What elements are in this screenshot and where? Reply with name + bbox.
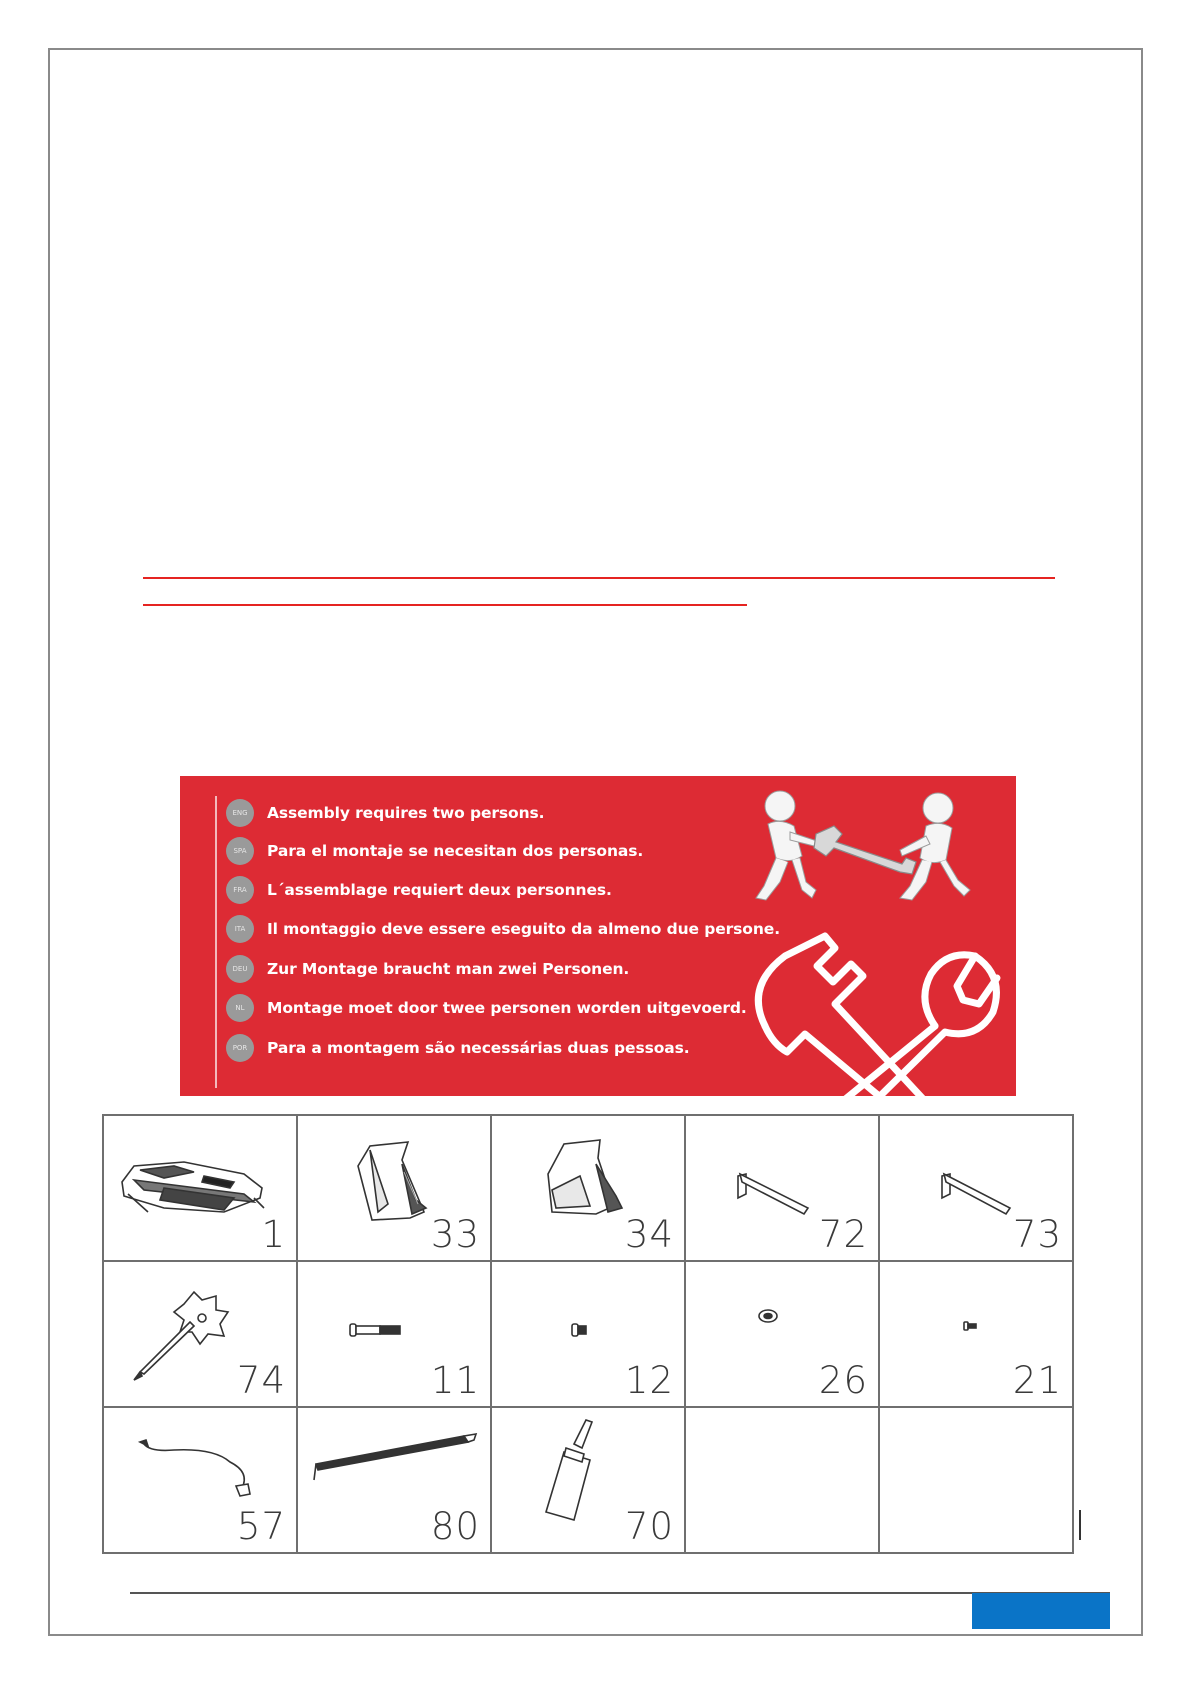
hammer-and-wrench-icon: [725, 916, 1015, 1096]
part-number: 26: [818, 1359, 868, 1402]
part-cell: [491, 1115, 685, 1261]
language-row-fra: [226, 873, 612, 907]
language-text: Assembly requires two persons.: [267, 804, 545, 822]
language-row-nl: [226, 991, 747, 1025]
language-text: Zur Montage braucht man zwei Personen.: [267, 960, 630, 978]
part-cell: [297, 1115, 491, 1261]
language-text: Il montaggio deve essere eseguito da almeno due persone.: [267, 920, 780, 938]
part-cell: [491, 1261, 685, 1407]
part-cell: [297, 1407, 491, 1553]
part-cell: [685, 1261, 879, 1407]
part-cell: [879, 1115, 1073, 1261]
part-cell-empty: [685, 1407, 879, 1553]
language-badge: FRA: [226, 876, 254, 904]
two-person-assembly-banner: [180, 776, 1016, 1096]
language-badge: NL: [226, 994, 254, 1022]
part-number: 70: [624, 1505, 674, 1548]
part-number: 80: [430, 1505, 480, 1548]
red-underline-1: [143, 577, 1055, 579]
footer-rule: [130, 1592, 1110, 1594]
part-number: 1: [261, 1213, 286, 1256]
language-badge: POR: [226, 1034, 254, 1062]
banner-divider: [215, 796, 217, 1088]
part-number: 73: [1012, 1213, 1062, 1256]
part-cell: [103, 1261, 297, 1407]
language-badge: ITA: [226, 915, 254, 943]
footer-page-tab: [972, 1593, 1110, 1629]
parts-row: [103, 1407, 1073, 1553]
part-cell: [685, 1115, 879, 1261]
margin-tick: [1079, 1510, 1081, 1540]
language-badge: DEU: [226, 955, 254, 983]
part-number: 74: [236, 1359, 286, 1402]
language-row-por: [226, 1031, 690, 1065]
language-badge: ENG: [226, 799, 254, 827]
part-cell: [491, 1407, 685, 1553]
two-persons-with-wrench-icon: [750, 786, 990, 916]
language-row-eng: [226, 796, 544, 830]
part-cell-empty: [879, 1407, 1073, 1553]
part-cell: [103, 1407, 297, 1553]
language-row-ita: [226, 912, 780, 946]
part-number: 33: [430, 1213, 480, 1256]
part-cell: [297, 1261, 491, 1407]
parts-row: [103, 1115, 1073, 1261]
parts-table: [102, 1114, 1074, 1554]
part-cell: [879, 1261, 1073, 1407]
part-number: 34: [624, 1213, 674, 1256]
language-row-deu: [226, 952, 629, 986]
language-badge: SPA: [226, 837, 254, 865]
red-underline-2: [143, 604, 747, 606]
part-number: 21: [1012, 1359, 1062, 1402]
part-number: 12: [624, 1359, 674, 1402]
language-text: Para el montaje se necesitan dos personas.: [267, 842, 644, 860]
part-number: 57: [236, 1505, 286, 1548]
language-row-spa: [226, 834, 643, 868]
part-number: 11: [430, 1359, 480, 1402]
part-number: 72: [818, 1213, 868, 1256]
language-text: L´assemblage requiert deux personnes.: [267, 881, 612, 899]
parts-row: [103, 1261, 1073, 1407]
language-text: Montage moet door twee personen worden uitgevoerd.: [267, 999, 747, 1017]
language-text: Para a montagem são necessárias duas pessoas.: [267, 1039, 690, 1057]
part-cell: [103, 1115, 297, 1261]
